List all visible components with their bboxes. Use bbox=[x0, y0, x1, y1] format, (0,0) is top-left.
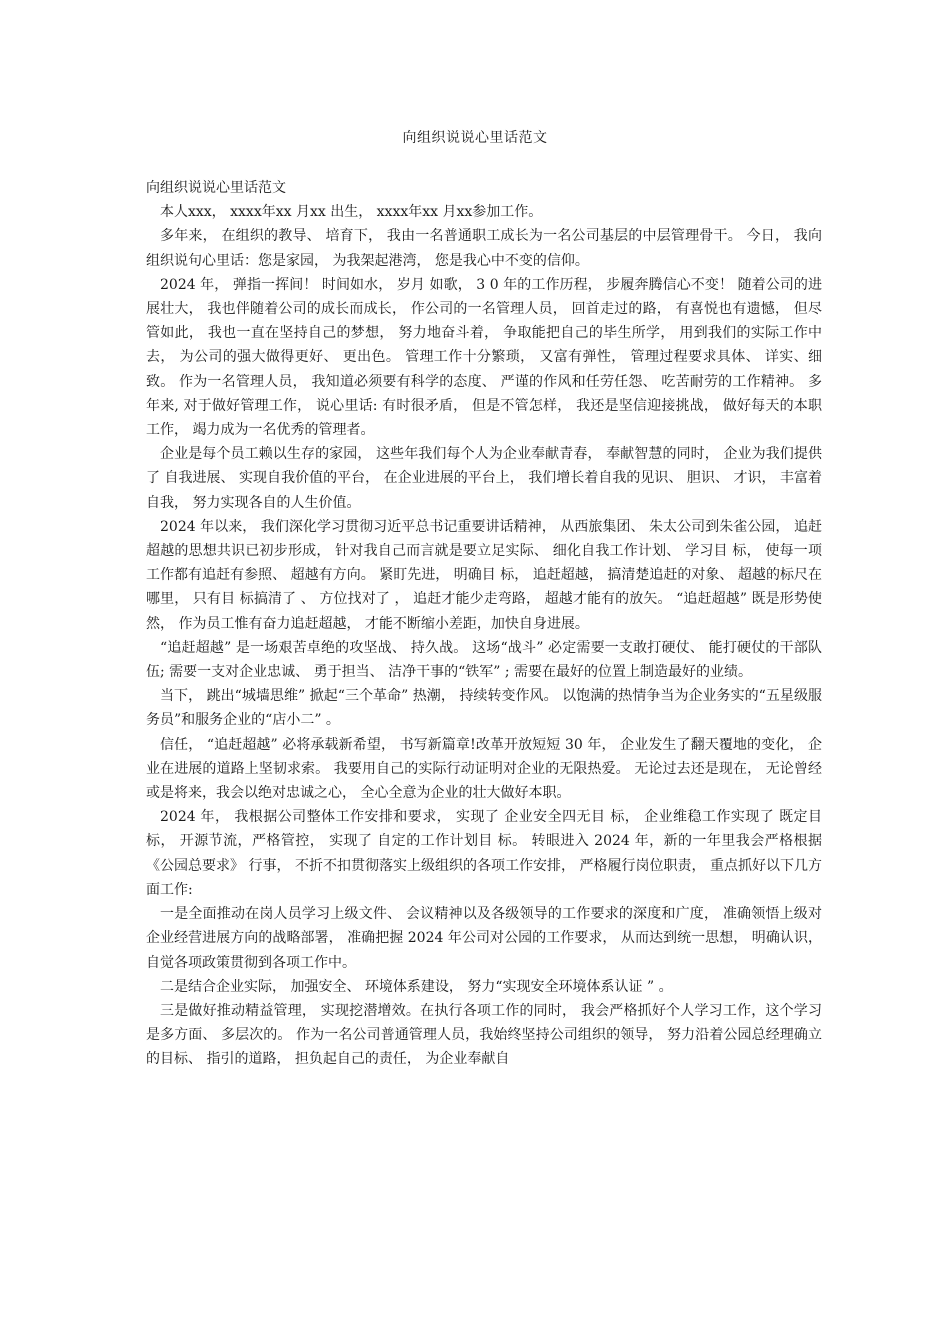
paragraph-heading: 向组织说说心里话范文 bbox=[146, 180, 286, 196]
paragraph-catch-up: 2024 年以来， 我们深化学习贯彻习近平总书记重要讲话精神， 从西旅集团、 朱太公司到朱雀公园， 追赶超越的思想共识已初步形成， 针对我自己而言就是要立足实际、 细化自我工作计划、 学习目 标， 使每一项工作都有追赶有参照、 超越有方向。 紧盯先进， 明确目 标， 追赶超越， 搞清楚追赶的对象、 超越的标尺在哪里， 只有目 标搞清了 、 方位找对了 ， 追赶才能少走弯路， 超越才能有的放矢。 “追赶超越” 既是形势使然， 作为员工惟有奋力追赶超越， 才能不断缩小差距，加快自身进展。 bbox=[146, 518, 822, 632]
paragraph-annual-plan: 2024 年， 我根据公司整体工作安排和要求， 实现了 企业安全四无目 标， 企业维稳工作实现了 既定目 标， 开源节流，严格管控， 实现了 自定的工作计划目 标。 转眼进入 2024 年，新的一年里我会严格根据《公园总要求》 行事， 不折不扣贯彻落实上级组织的各项工作安排， 严格履行岗位职责， 重点抓好以下几方面工作: bbox=[146, 809, 827, 898]
document-body bbox=[146, 176, 827, 1072]
paragraph-personal-info: 本人xxx， xxxx年xx 月xx 出生， xxxx年xx 月xx参加工作。 bbox=[160, 204, 543, 221]
paragraph-battle: “追赶超越” 是一场艰苦卓绝的攻坚战、 持久战。 这场“战斗” 必定需要一支敢打硬仗、 能打硬仗的干部队伍; 需要一支对企业忠诚、 勇于担当、 洁净干事的“铁军” ; 需要在最好的位置上制造最好的业绩。 bbox=[146, 639, 822, 681]
paragraph-enterprise-home: 企业是每个员工赖以生存的家园， 这些年我们每个人为企业奉献青春， 奉献智慧的同时， 企业为我们提供了 自我进展、 实现自我价值的平台， 在企业进展的平台上， 我们增长着自我的见识、 胆识、 才识， 丰富着自我， 努力实现各自的人生价值。 bbox=[146, 446, 822, 511]
paragraph-point-two: 二是结合企业实际， 加强安全、 环境体系建设， 努力“实现安全环境体系认证 ” 。 bbox=[160, 978, 673, 995]
paragraph-point-one: 一是全面推动在岗人员学习上级文件、 会议精神以及各级领导的工作要求的深度和广度， 准确领悟上级对企业经营进展方向的战略部署， 准确把握 2024 年公司对公园的工作要求， 从而达到统一思想， 明确认识， 自觉各项政策贯彻到各项工作中。 bbox=[146, 906, 827, 971]
paragraph-point-three: 三是做好推动精益管理， 实现挖潜增效。在执行各项工作的同时， 我会严格抓好个人学习工作，这个学习是多方面、 多层次的。 作为一名公司普通管理人员，我始终坚持公司组织的领导， 努力沿着公园总经理确立的目标、 指引的道路， 担负起自己的责任， 为企业奉献自 bbox=[146, 1002, 822, 1068]
paragraph-intro: 多年来， 在组织的教导、 培育下， 我由一名普通职工成长为一名公司基层的中层管理骨干。 今日， 我向组织说句心里话：您是家园， 为我架起港湾， 您是我心中不变的信仰。 bbox=[146, 228, 822, 269]
paragraph-current: 当下， 跳出“城墙思维” 掀起“三个革命” 热潮， 持续转变作风。 以饱满的热情争当为企业务实的“五星级服务员”和服务企业的“店小二” 。 bbox=[146, 688, 822, 729]
paragraph-trust: 信任， “追赶超越” 必将承载新希望， 书写新篇章!改革开放短短 30 年， 企业发生了翻天覆地的变化， 企业在进展的道路上坚韧求索。 我要用自己的实际行动证明对企业的无限热爱。 无论过去还是现在， 无论曾经或是将来，我会以绝对忠诚之心， 全心全意为企业的壮大做好本职。 bbox=[146, 736, 822, 802]
document-title: 向组织说说心里话范文 bbox=[402, 130, 548, 146]
paragraph-work-history: 2024 年， 弹指一挥间！ 时间如水， 岁月 如歌， 3 0 年的工作历程， 步履奔腾信心不变！ 随着公司的进展壮大， 我也伴随着公司的成长而成长， 作公司的一名管理人员， 回首走过的路， 有喜悦也有遗憾， 但尽管如此， 我也一直在坚持自己的梦想， 努力地奋斗着， 争取能把自己的毕生所学， 用到我们的实际工作中去， 为公司的强大做得更好、 更出色。 管理工作十分繁琐， 又富有弹性， 管理过程要求具体、 详实、细致。 作为一名管理人员， 我知道必须要有科学的态度、 严谨的作风和任劳任怨、 吃苦耐劳的工作精神。 多年来, 对于做好管理工作， 说心里话: 有时很矛盾， 但是不管怎样， 我还是坚信迎接挑战， 做好每天的本职工作， 竭力成为一名优秀的管理者。 bbox=[146, 276, 822, 439]
